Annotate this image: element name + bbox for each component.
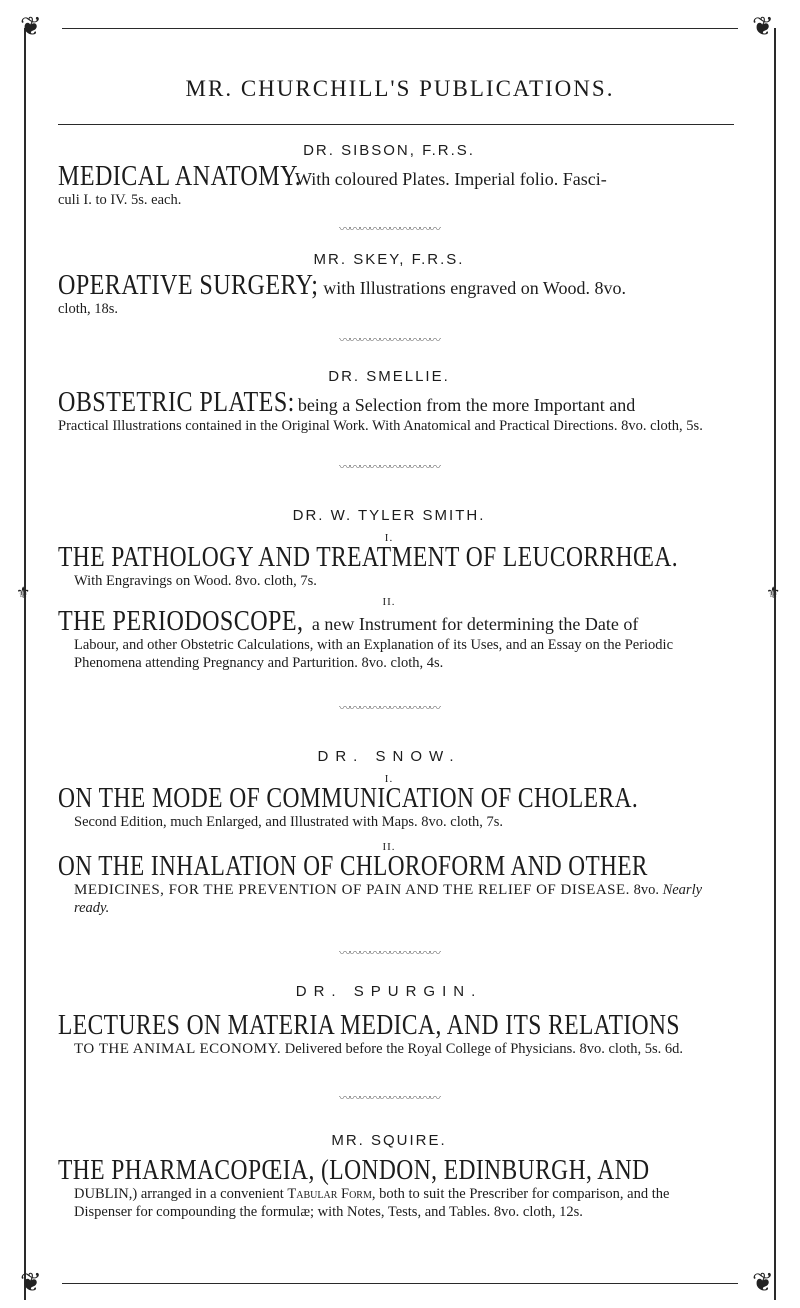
publication-entry: [58, 272, 720, 318]
entry-numeral: I.: [384, 532, 394, 544]
publication-desc: Practical Illustrations contained in the Original Work. With Anatomical and Practical Directions. 8vo. cloth, 5s.: [58, 418, 703, 434]
publication-title: THE PERIODOSCOPE,: [58, 606, 304, 637]
publication-entry: [58, 853, 720, 917]
publication-inline-desc: with Illustrations engraved on Wood. 8vo.: [318, 278, 626, 298]
right-border: [774, 28, 776, 1300]
publication-inline-desc: being a Selection from the more Important and: [293, 395, 636, 415]
corner-ornament-bottom-right: ❦: [752, 1268, 774, 1297]
ornamental-separator: 〰〰〰〰〰〰〰〰〰〰: [338, 701, 439, 715]
ornamental-separator: 〰〰〰〰〰〰〰〰〰〰: [338, 946, 439, 960]
ornamental-separator: 〰〰〰〰〰〰〰〰〰〰: [338, 222, 439, 236]
ornamental-separator: 〰〰〰〰〰〰〰〰〰〰: [338, 333, 439, 347]
publication-desc-block: [58, 1185, 720, 1221]
publication-title: ON THE MODE OF COMMUNICATION OF CHOLERA.: [58, 783, 639, 814]
publication-title: THE PHARMACOPŒIA, (LONDON, EDINBURGH, AND: [58, 1155, 650, 1186]
publication-title: THE PATHOLOGY AND TREATMENT OF LEUCORRHŒA.: [58, 542, 679, 573]
author-heading: DR. W. TYLER SMITH.: [292, 507, 486, 524]
publication-title: ON THE INHALATION OF CHLOROFORM AND OTHER: [58, 851, 648, 882]
publication-inline-desc: a new Instrument for determining the Date of: [307, 614, 639, 634]
bottom-rule: [62, 1283, 738, 1284]
publication-list: [58, 142, 720, 1221]
publication-desc: With Engravings on Wood. 8vo. cloth, 7s.: [74, 573, 317, 589]
publication-title: MEDICAL ANATOMY.: [58, 161, 302, 192]
ornamental-separator: 〰〰〰〰〰〰〰〰〰〰: [338, 1091, 439, 1105]
entry-numeral: II.: [382, 841, 396, 853]
publication-entry: [58, 163, 720, 209]
publication-desc-block: [58, 881, 720, 917]
entry-numeral: I.: [384, 773, 394, 785]
author-heading: DR. SIBSON, F.R.S.: [303, 142, 475, 159]
publication-desc: Delivered before the Royal College of Physicians. 8vo. cloth, 5s. 6d.: [284, 1041, 684, 1057]
publication-desc: cloth, 18s.: [58, 301, 119, 317]
author-heading: DR. SNOW.: [317, 748, 461, 765]
publication-title: OPERATIVE SURGERY;: [58, 270, 319, 301]
corner-ornament-top-left: ❦: [20, 12, 42, 41]
publication-desc: culi I. to IV. 5s. each.: [58, 192, 182, 208]
publication-desc: DUBLIN,) arranged in a convenient: [74, 1186, 284, 1202]
publication-status: Nearly ready.: [74, 882, 703, 916]
author-heading: MR. SQUIRE.: [331, 1132, 447, 1149]
author-heading: MR. SKEY, F.R.S.: [313, 251, 465, 268]
ornamental-separator: 〰〰〰〰〰〰〰〰〰〰: [338, 460, 439, 474]
side-ornament-right: ⚜: [766, 585, 781, 602]
publication-desc-block: [58, 1040, 720, 1058]
publication-title: OBSTETRIC PLATES:: [58, 387, 295, 418]
publication-entry: [58, 544, 720, 590]
publication-caps: TO THE ANIMAL ECONOMY.: [74, 1041, 282, 1057]
publication-entry: [58, 1012, 720, 1058]
publication-caps: MEDICINES, FOR THE PREVENTION OF PAIN AND THE RELIEF OF DISEASE.: [74, 882, 630, 898]
publication-entry: [58, 389, 720, 435]
header-rule: [58, 124, 734, 125]
corner-ornament-top-right: ❦: [752, 12, 774, 41]
publication-small-caps: Tabular Form,: [287, 1186, 376, 1202]
publication-entry: [58, 785, 720, 831]
publication-desc: both to suit the Prescriber for comparison, and the Dispenser for compounding the formulæ; with Notes, Tests, and Tables. 8vo. cloth, 12s.: [74, 1186, 670, 1220]
publication-entry: [58, 608, 720, 672]
corner-ornament-bottom-left: ❦: [20, 1268, 42, 1297]
publication-title: LECTURES ON MATERIA MEDICA, AND ITS RELATIONS: [58, 1010, 680, 1041]
publication-inline-desc: With coloured Plates. Imperial folio. Fasci-: [290, 169, 607, 189]
publication-desc: Labour, and other Obstetric Calculations, with an Explanation of its Uses, and an Essay on the Periodic Phenomena attending Pregnancy and Parturition. 8vo. cloth, 4s.: [74, 637, 674, 671]
publication-entry: [58, 1157, 720, 1221]
author-heading: DR. SMELLIE.: [328, 368, 450, 385]
author-heading: DR. SPURGIN.: [295, 983, 483, 1000]
left-border: [24, 28, 26, 1300]
side-ornament-left: ⚜: [16, 585, 31, 602]
publication-desc: Second Edition, much Enlarged, and Illustrated with Maps. 8vo. cloth, 7s.: [74, 814, 504, 830]
page-header: MR. CHURCHILL'S PUBLICATIONS.: [185, 76, 615, 101]
publication-format: 8vo.: [633, 882, 659, 898]
entry-numeral: II.: [382, 596, 396, 608]
top-rule: [62, 28, 738, 29]
